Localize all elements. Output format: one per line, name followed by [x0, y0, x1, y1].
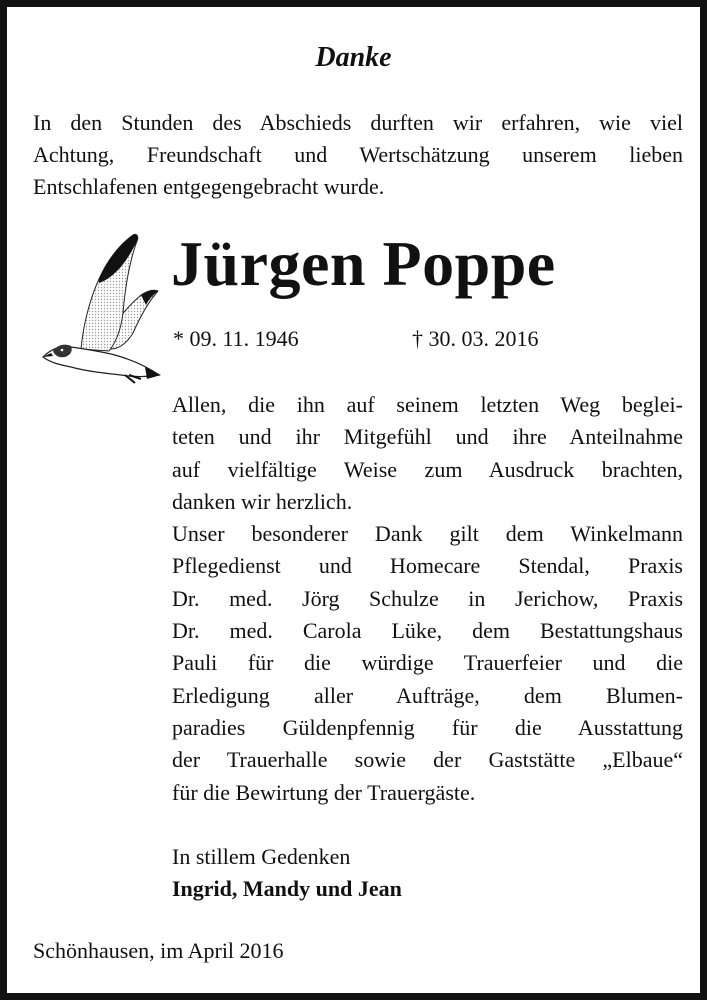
thanks-line: Erledigung aller Aufträge, dem Blumen- — [172, 682, 683, 708]
thanks-line: Unser besonderer Dank gilt dem Winkelmann — [172, 521, 683, 547]
thanks-line: der Trauerhalle sowie der Gaststätte „Elbaue“ — [172, 747, 683, 773]
thanks-line: für die Bewirtung der Trauergäste. — [172, 779, 476, 805]
notice-heading: Danke — [315, 42, 392, 73]
signers: Ingrid, Mandy und Jean — [172, 876, 402, 901]
thanks-line: Dr. med. Carola Lüke, dem Bestattungshaus — [172, 618, 683, 644]
place-date: Schönhausen, im April 2016 — [33, 938, 284, 963]
thanks-line: Pauli für die würdige Trauerfeier und die — [172, 650, 683, 676]
thanks-line: teten und ihr Mitgefühl und ihre Anteilnahme — [172, 424, 683, 450]
thanks-line: danken wir herzlich. — [172, 488, 353, 514]
thanks-line: auf vielfältige Weise zum Ausdruck brachten, — [172, 456, 683, 482]
thanks-line: Allen, die ihn auf seinem letzten Weg beglei- — [172, 392, 683, 417]
intro-line: Achtung, Freundschaft und Wertschätzung unserem lieben — [33, 142, 683, 167]
thanks-paragraph — [172, 389, 683, 809]
thanks-line: Pflegedienst und Homecare Stendal, Praxis — [172, 553, 683, 579]
deceased-name: Jürgen Poppe — [171, 228, 556, 299]
thanks-line: Dr. med. Jörg Schulze in Jerichow, Praxis — [172, 585, 683, 611]
seagull-icon — [37, 229, 163, 397]
intro-paragraph — [33, 107, 683, 203]
death-date: † 30. 03. 2016 — [412, 326, 539, 351]
thanks-line: paradies Güldenpfennig für die Ausstattung — [172, 714, 683, 740]
intro-line: Entschlafenen entgegengebracht wurde. — [33, 174, 385, 199]
closing-phrase: In stillem Gedenken — [172, 844, 351, 869]
birth-date: * 09. 11. 1946 — [173, 326, 299, 351]
intro-line: In den Stunden des Abschieds durften wir erfahren, wie viel — [33, 110, 683, 135]
